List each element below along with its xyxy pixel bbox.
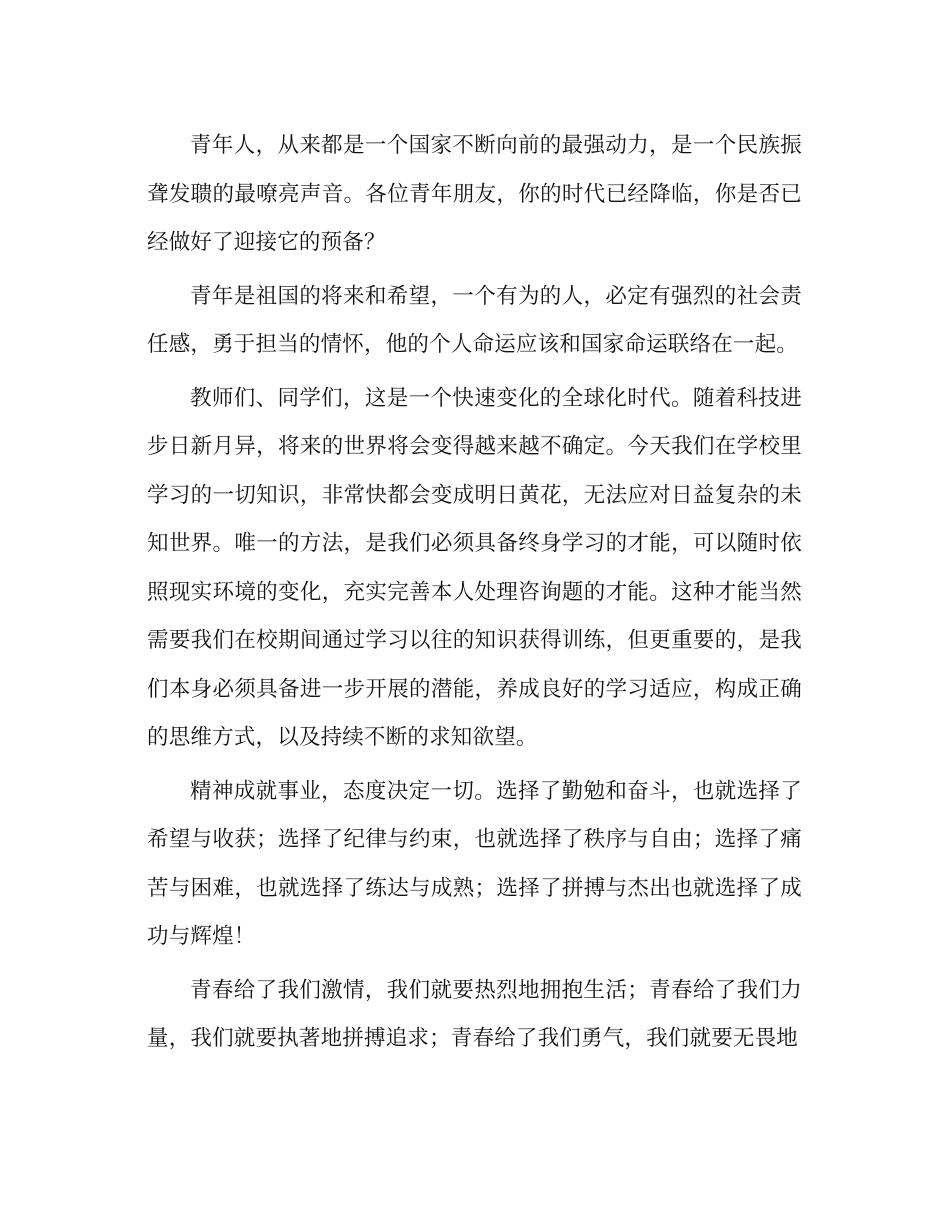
paragraph-2: 青年是祖国的将来和希望，一个有为的人，必定有强烈的社会责任感，勇于担当的情怀，他的个人命运应该和国家命运联络在一起。: [147, 283, 802, 357]
paragraph-1: 青年人，从来都是一个国家不断向前的最强动力，是一个民族振聋发聩的最嘹亮声音。各位青年朋友，你的时代已经降临，你是否已经做好了迎接它的预备？: [147, 133, 802, 255]
document-body: [147, 122, 802, 1069]
paragraph-5: 青春给了我们激情，我们就要热烈地拥抱生活；青春给了我们力量，我们就要执著地拼搏追求；青春给了我们勇气，我们就要无畏地: [147, 977, 802, 1051]
paragraph-4: 精神成就事业，态度决定一切。选择了勤勉和奋斗，也就选择了希望与收获；选择了纪律与约束，也就选择了秩序与自由；选择了痛苦与困难，也就选择了练达与成熟；选择了拼搏与杰出也就选择了成功与辉煌！: [147, 778, 802, 949]
paragraph-3: 教师们、同学们，这是一个快速变化的全球化时代。随着科技进步日新月异，将来的世界将会变得越来越不确定。今天我们在学校里学习的一切知识，非常快都会变成明日黄花，无法应对日益复杂的未知世界。唯一的方法，是我们必须具备终身学习的才能，可以随时依照现实环境的变化，充实完善本人处理咨询题的才能。这种才能当然需要我们在校期间通过学习以往的知识获得训练，但更重要的，是我们本身必须具备进一步开展的潜能，养成良好的学习适应，构成正确的思维方式，以及持续不断的求知欲望。: [147, 385, 802, 750]
